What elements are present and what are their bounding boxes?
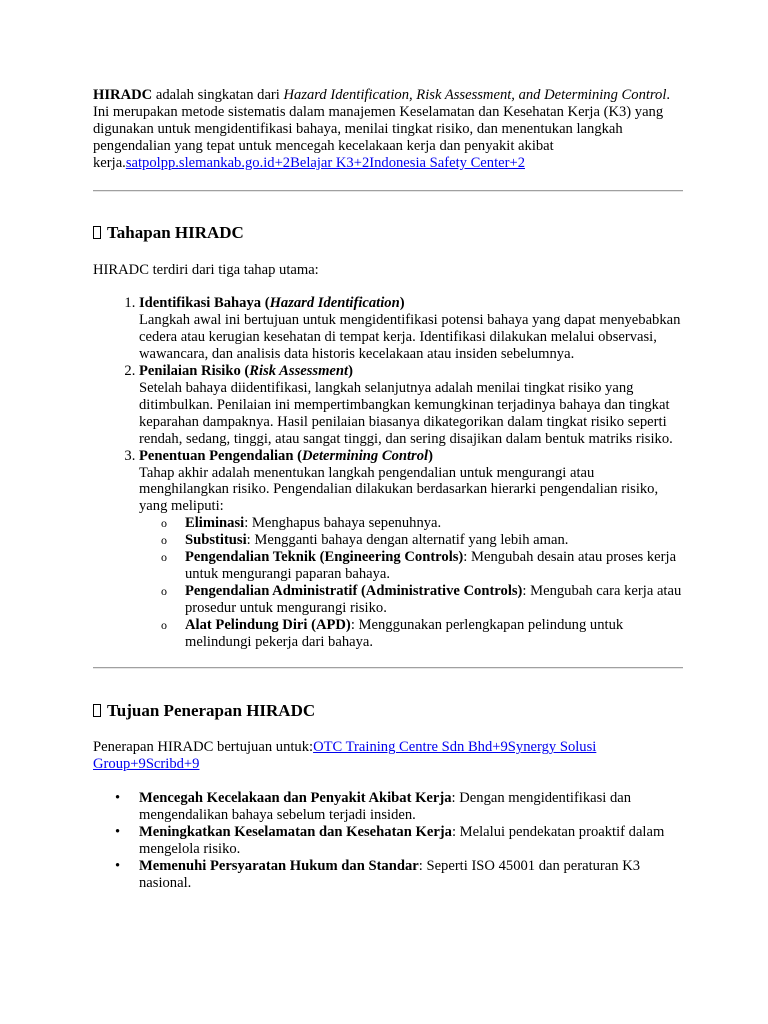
control-item: o Eliminasi: Menghapus bahaya sepenuhnya. [161, 515, 442, 532]
circle-bullet-icon: o [161, 583, 167, 598]
intro-text-1: adalah singkatan dari [152, 87, 284, 103]
step-title: Penilaian Risiko (Risk Assessment) [139, 363, 353, 380]
intro-sources-link[interactable]: satpolpp.slemankab.go.id+2Belajar K3+2Indonesia Safety Center+2 [125, 154, 525, 171]
document-content [93, 87, 683, 892]
goal-item: • Meningkatkan Keselamatan dan Kesehatan Kerja: Melalui pendekatan proaktif dalam mengelola risiko. [115, 824, 665, 857]
intro-term: HIRADC [93, 87, 153, 103]
tujuan-lead: Penerapan HIRADC bertujuan untuk:OTC Training Centre Sdn Bhd+9Synergy Solusi Group+9Scribd+9 [93, 739, 597, 773]
circle-bullet-icon: o [161, 550, 167, 565]
tujuan-sources-link[interactable]: OTC Training Centre Sdn Bhd+9Synergy Solusi Group+9Scribd+9 [93, 739, 597, 773]
intro-text-2: . Ini merupakan metode sistematis dalam manajemen Keselamatan dan Kesehatan Kerja (K3) yang digunakan untuk mengidentifikasi bahaya, menilai tingkat risiko, dan menentukan langkah pengendalian yang tepat untuk mencegah kecelakaan kerja dan penyakit akibat kerja. [93, 87, 671, 171]
step-title: Penentuan Pengendalian (Determining Control) [139, 447, 433, 464]
bullet-icon: • [115, 790, 121, 807]
controls-list [139, 515, 683, 650]
steps-list [93, 295, 683, 650]
step-item [139, 363, 683, 448]
goal-item: • Mencegah Kecelakaan dan Penyakit Akibat Kerja: Dengan mengidentifikasi dan mengendalikan bahaya sebelum terjadi insiden. [115, 790, 632, 824]
goal-item: • Memenuhi Persyaratan Hukum dan Standar: Seperti ISO 45001 dan peraturan K3 nasional. [115, 857, 641, 891]
circle-bullet-icon: o [161, 516, 167, 531]
intro-expansion: Hazard Identification, Risk Assessment, and Determining Control [283, 87, 667, 103]
bullet-icon: • [115, 857, 121, 874]
divider-1 [93, 190, 683, 192]
control-item: o Pengendalian Teknik (Engineering Controls): Mengubah desain atau proses kerja untuk mengurangi paparan bahaya. [161, 549, 677, 582]
missing-glyph-icon [93, 704, 101, 717]
step-description: Tahap akhir adalah menentukan langkah pengendalian untuk mengurangi atau menghilangkan risiko. Pengendalian dilakukan berdasarkan hierarki pengendalian risiko, yang meliputi: [139, 464, 659, 515]
heading-tujuan [93, 701, 683, 721]
heading-tahapan [93, 223, 683, 243]
heading-tujuan-text: Tujuan Penerapan HIRADC [107, 701, 316, 721]
goals-list [93, 790, 683, 891]
heading-tahapan-text: Tahapan HIRADC [107, 222, 244, 242]
control-item: o Pengendalian Administratif (Administrative Controls): Mengubah cara kerja atau prosedur untuk mengurangi risiko. [161, 582, 682, 616]
control-item: o Alat Pelindung Diri (APD): Menggunakan perlengkapan pelindung untuk melindungi pekerja dari bahaya. [161, 616, 624, 650]
missing-glyph-icon [93, 226, 101, 239]
intro-paragraph [93, 87, 683, 172]
control-item: o Substitusi: Mengganti bahaya dengan alternatif yang lebih aman. [161, 532, 569, 549]
step-description: Langkah awal ini bertujuan untuk mengidentifikasi potensi bahaya yang dapat menyebabkan cedera atau kerugian kesehatan di tempat kerja. Identifikasi dilakukan melalui observasi, wawancara, dan analisis data historis kecelakaan atau insiden sebelumnya. [139, 312, 681, 363]
step-item [139, 295, 683, 363]
divider-2 [93, 667, 683, 669]
circle-bullet-icon: o [161, 617, 167, 632]
circle-bullet-icon: o [161, 533, 167, 548]
step-item [139, 448, 683, 651]
bullet-icon: • [115, 824, 121, 841]
tahapan-lead: HIRADC terdiri dari tiga tahap utama: [93, 261, 319, 278]
step-description: Setelah bahaya diidentifikasi, langkah selanjutnya adalah menilai tingkat risiko yang ditimbulkan. Penilaian ini mempertimbangkan kemungkinan terjadinya bahaya dan tingkat keparahan dampaknya. Hasil penilaian biasanya dikategorikan dalam tingkat risiko seperti rendah, sedang, tinggi, atau sangat tinggi, dan sering disajikan dalam bentuk matriks risiko. [139, 379, 673, 447]
step-title: Identifikasi Bahaya (Hazard Identification) [139, 295, 405, 312]
